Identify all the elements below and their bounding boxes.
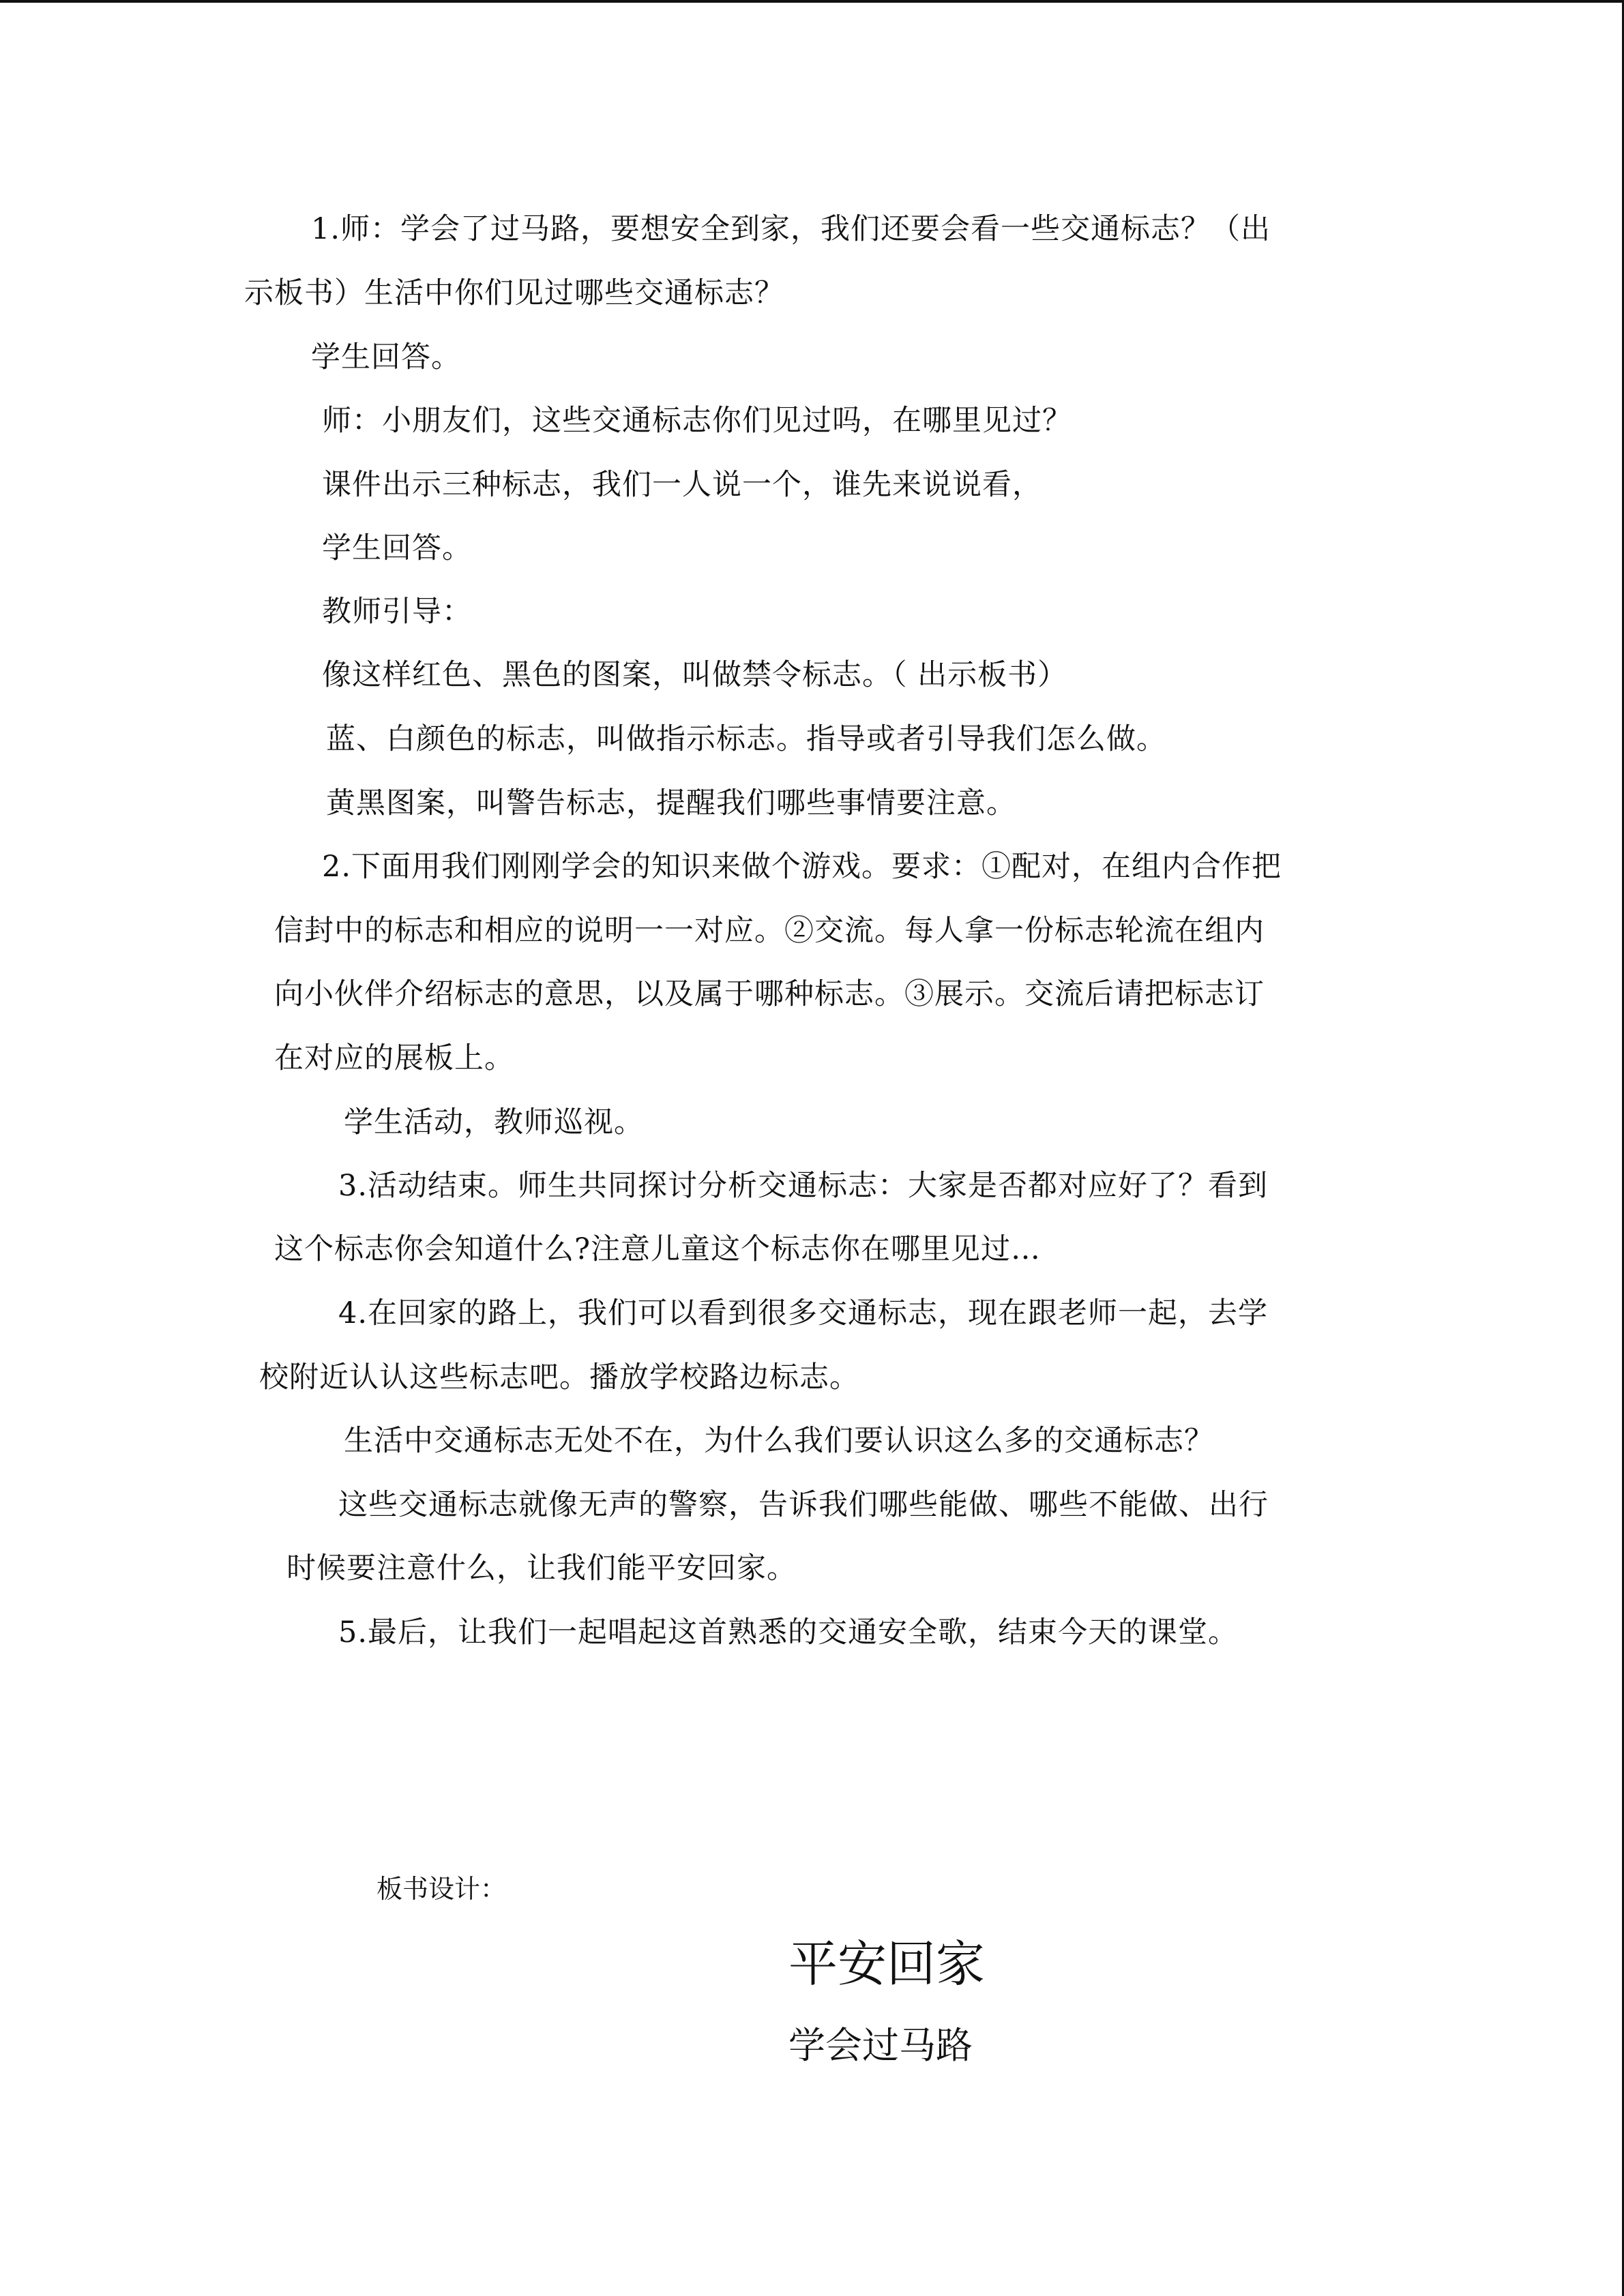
paragraph-1-line-2: 示板书）生活中你们见过哪些交通标志？ <box>244 276 784 310</box>
paragraph-4: 课件出示三种标志，我们一人说一个，谁先来说说看， <box>322 468 1042 502</box>
board-title: 平安回家 <box>788 1935 986 1993</box>
paragraph-7: 像这样红色、黑色的图案，叫做禁令标志。（ 出示板书） <box>322 658 1068 692</box>
paragraph-1-line-1: 1.师：学会了过马路，要想安全到家，我们还要会看一些交通标志？（出 <box>311 212 1271 246</box>
paragraph-10-line-3: 向小伙伴介绍标志的意思，以及属于哪种标志。③展示。交流后请把标志订 <box>274 977 1265 1011</box>
paragraph-3: 师：小朋友们，这些交通标志你们见过吗，在哪里见过？ <box>322 404 1072 438</box>
paragraph-2: 学生回答。 <box>311 340 461 374</box>
paragraph-6: 教师引导： <box>322 595 472 629</box>
paragraph-10-line-4: 在对应的展板上。 <box>274 1041 514 1075</box>
paragraph-15-line-2: 时候要注意什么，让我们能平安回家。 <box>286 1551 797 1585</box>
paragraph-13-line-1: 4.在回家的路上，我们可以看到很多交通标志，现在跟老师一起，去学 <box>338 1296 1269 1330</box>
paragraph-12-line-2: 这个标志你会知道什么?注意儿童这个标志你在哪里见过… <box>274 1232 1042 1266</box>
board-subtitle: 学会过马路 <box>788 2024 973 2067</box>
paragraph-13-line-2: 校附近认认这些标志吧。播放学校路边标志。 <box>259 1360 859 1395</box>
paragraph-8: 蓝、白颜色的标志，叫做指示标志。指导或者引导我们怎么做。 <box>326 722 1166 756</box>
paragraph-11: 学生活动，教师巡视。 <box>344 1105 644 1139</box>
paragraph-16: 5.最后，让我们一起唱起这首熟悉的交通安全歌，结束今天的课堂。 <box>338 1615 1239 1650</box>
board-design-label: 板书设计： <box>377 1874 507 1904</box>
paragraph-14: 生活中交通标志无处不在，为什么我们要认识这么多的交通标志？ <box>344 1424 1214 1458</box>
paragraph-9: 黄黑图案，叫警告标志，提醒我们哪些事情要注意。 <box>326 786 1016 820</box>
paragraph-15-line-1: 这些交通标志就像无声的警察，告诉我们哪些能做、哪些不能做、出行 <box>338 1488 1269 1522</box>
paragraph-5: 学生回答。 <box>322 531 472 565</box>
paragraph-10-line-2: 信封中的标志和相应的说明一一对应。②交流。每人拿一份标志轮流在组内 <box>274 914 1265 948</box>
paragraph-10-line-1: 2.下面用我们刚刚学会的知识来做个游戏。要求：①配对，在组内合作把 <box>322 850 1282 884</box>
top-border <box>0 0 1624 3</box>
paragraph-12-line-1: 3.活动结束。师生共同探讨分析交通标志：大家是否都对应好了？看到 <box>338 1169 1269 1203</box>
